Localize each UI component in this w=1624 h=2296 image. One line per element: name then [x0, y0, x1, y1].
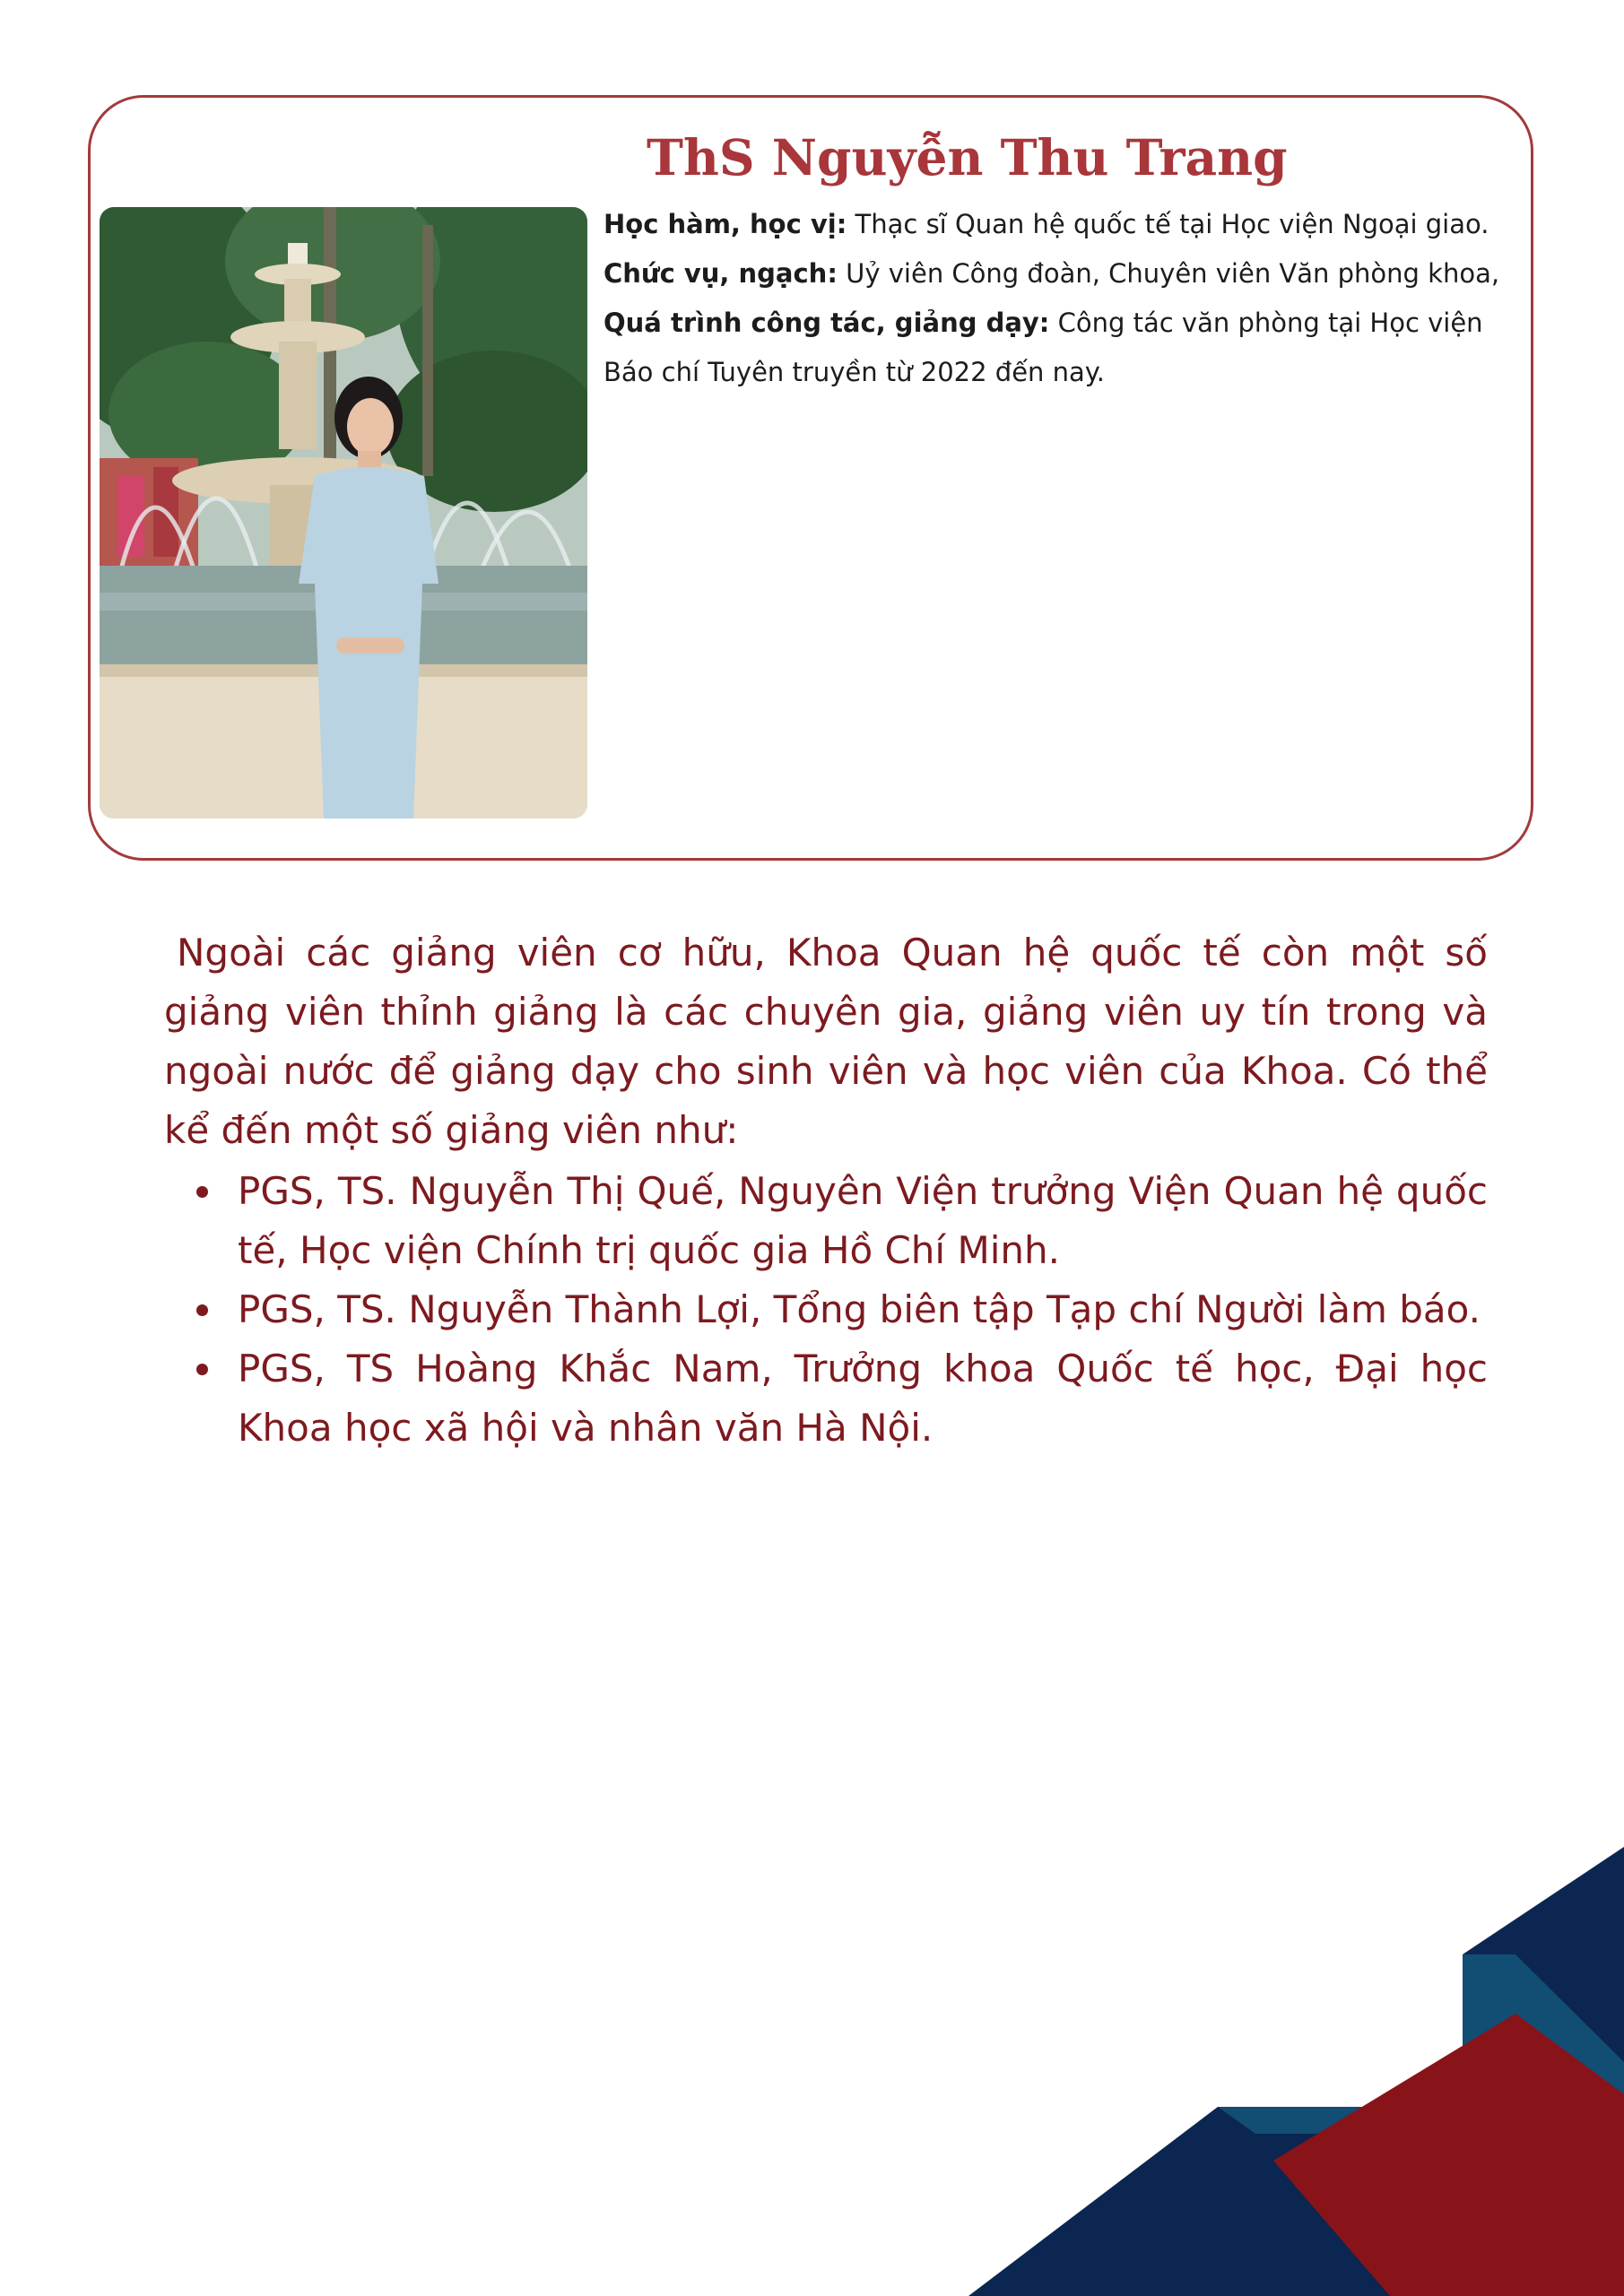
info-career [604, 299, 1509, 397]
profile-info [604, 200, 1509, 397]
list-item [164, 1339, 1488, 1458]
list-item-text: PGS, TS. Nguyễn Thị Quế, Nguyên Viện trưởng Viện Quan hệ quốc tế, Học viện Chính trị quốc gia Hồ Chí Minh. [238, 1169, 1488, 1272]
profile-card [88, 95, 1533, 861]
guest-lecturer-list [164, 1162, 1488, 1458]
profile-name: ThS Nguyễn Thu Trang [647, 128, 1288, 186]
info-degree [604, 200, 1509, 249]
list-item-text: PGS, TS Hoàng Khắc Nam, Trưởng khoa Quốc tế học, Đại học Khoa học xã hội và nhân văn Hà Nội. [238, 1347, 1488, 1450]
profile-photo [100, 207, 587, 819]
info-career-value: Công tác văn phòng tại Học viện Báo chí Tuyên truyền từ 2022 đến nay. [604, 308, 1483, 387]
list-item [164, 1280, 1488, 1339]
list-item-text: PGS, TS. Nguyễn Thành Lợi, Tổng biên tập Tạp chí Người làm báo. [238, 1287, 1481, 1331]
info-position [604, 249, 1509, 299]
info-degree-value: Thạc sĩ Quan hệ quốc tế tại Học viện Ngoại giao. [847, 209, 1489, 239]
info-degree-label: Học hàm, học vị: [604, 209, 847, 239]
info-career-label: Quá trình công tác, giảng dạy: [604, 308, 1050, 338]
bullet-icon [196, 1364, 208, 1375]
bullet-icon [196, 1304, 208, 1316]
list-item [164, 1162, 1488, 1280]
intro-paragraph: Ngoài các giảng viên cơ hữu, Khoa Quan hệ quốc tế còn một số giảng viên thỉnh giảng là các chuyên gia, giảng viên uy tín trong và ngoài nước để giảng dạy cho sinh viên và học viên của Khoa. Có thể kể đến một số giảng viên như: [164, 931, 1488, 1152]
info-position-label: Chức vụ, ngạch: [604, 258, 838, 289]
bullet-icon [196, 1186, 208, 1198]
info-position-value: Uỷ viên Công đoàn, Chuyên viên Văn phòng khoa, [837, 258, 1500, 289]
corner-decoration [968, 1838, 1624, 2296]
